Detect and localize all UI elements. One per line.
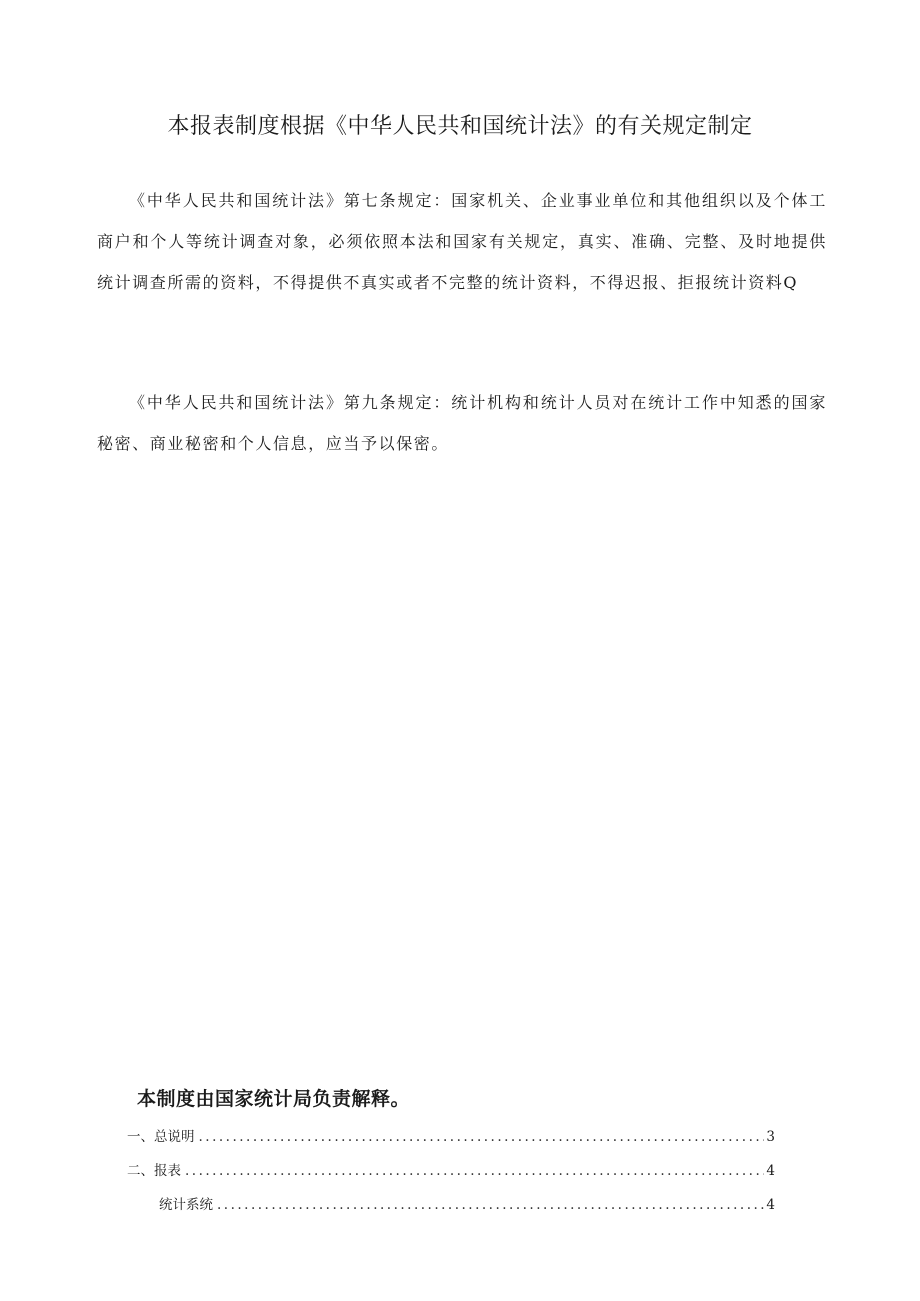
toc-leader-dots (185, 1154, 764, 1188)
toc-page-number: 4 (766, 1197, 775, 1213)
toc-item-label: 统计系统 (159, 1197, 213, 1213)
toc-page-number: 4 (766, 1163, 775, 1179)
toc-leader-dots (199, 1120, 765, 1154)
toc-item-reports[interactable] (127, 1154, 775, 1188)
table-of-contents (127, 1120, 775, 1222)
paragraph-article-7: 《中华人民共和国统计法》第七条规定：国家机关、企业事业单位和其他组织以及个体工商户和个人等统计调查对象，必须依照本法和国家有关规定，真实、准确、完整、及时地提供统计调查所需的资料，不得提供不真实或者不完整的统计资料，不得迟报、拒报统计资料Q (97, 191, 827, 292)
toc-page-number: 3 (766, 1129, 775, 1145)
interpretation-statement: 本制度由国家统计局负责解释。 (137, 1088, 411, 1110)
paragraph-article-9: 《中华人民共和国统计法》第九条规定：统计机构和统计人员对在统计工作中知悉的国家秘密、商业秘密和个人信息，应当予以保密。 (97, 393, 827, 453)
toc-leader-dots (217, 1188, 764, 1222)
toc-item-label: 一、总说明 (127, 1129, 195, 1145)
page-title: 本报表制度根据《中华人民共和国统计法》的有关规定制定 (167, 114, 753, 139)
toc-item-general-notes[interactable] (127, 1120, 775, 1154)
toc-item-label: 二、报表 (127, 1163, 181, 1179)
toc-item-statistics-system[interactable] (127, 1188, 775, 1222)
